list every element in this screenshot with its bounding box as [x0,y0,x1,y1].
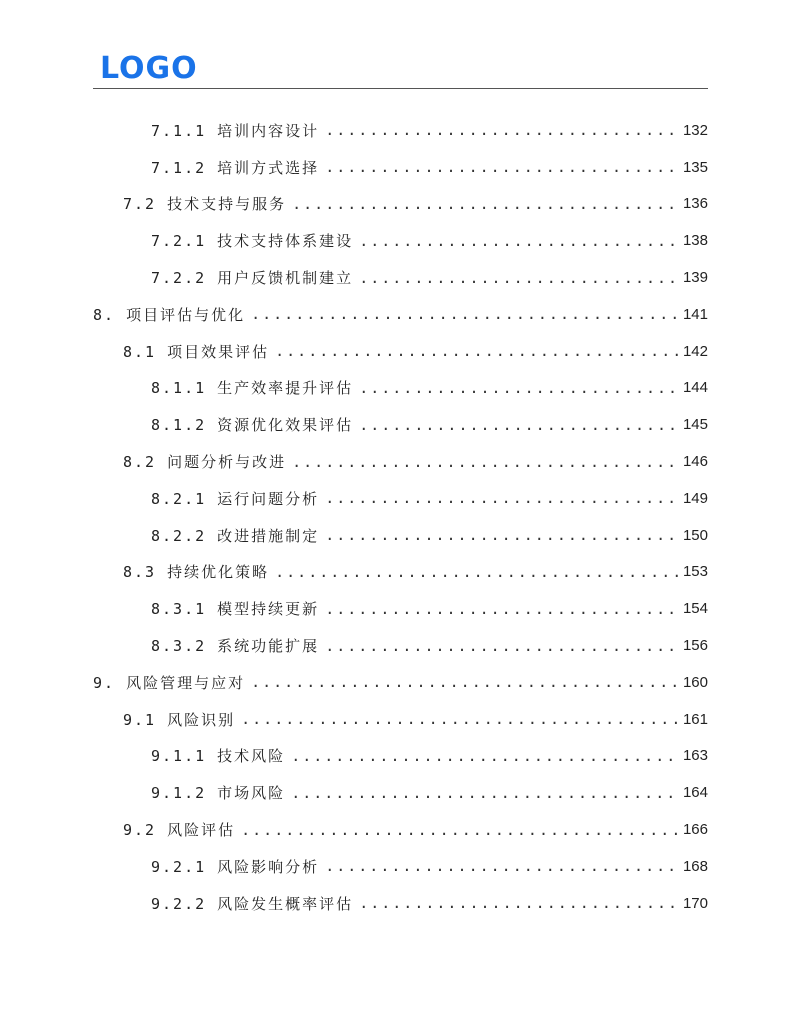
toc-dot-leader [275,342,679,360]
toc-entry[interactable] [93,406,708,443]
toc-entry[interactable] [93,259,708,296]
toc-dot-leader [251,305,679,323]
toc-entry-page-number: 146 [682,453,708,471]
toc-entry-title: 9.1 风险识别 [123,710,236,729]
toc-entry[interactable] [93,701,708,738]
toc-entry-page-number: 168 [682,857,708,875]
toc-entry-title: 8.2.1 运行问题分析 [151,489,320,508]
toc-dot-leader [291,747,679,765]
toc-entry[interactable] [93,590,708,627]
toc-entry-title: 9.1.2 市场风险 [151,784,286,803]
toc-entry-page-number: 166 [682,821,708,839]
toc-entry-title: 8.1 项目效果评估 [123,342,270,361]
toc-entry[interactable] [93,517,708,554]
toc-entry-page-number: 145 [682,416,708,434]
toc-entry-title: 7.1.1 培训内容设计 [151,121,320,140]
toc-entry-page-number: 135 [682,158,708,176]
toc-entry-title: 8.1.2 资源优化效果评估 [151,416,354,435]
toc-entry[interactable] [93,627,708,664]
toc-entry-title: 8.3.2 系统功能扩展 [151,637,320,656]
toc-entry-page-number: 154 [682,600,708,618]
toc-entry[interactable] [93,738,708,775]
toc-entry-title: 9.1.1 技术风险 [151,747,286,766]
toc-dot-leader [291,784,679,802]
toc-dot-leader [241,821,679,839]
toc-entry-page-number: 150 [682,526,708,544]
toc-entry[interactable] [93,811,708,848]
toc-entry-page-number: 164 [682,784,708,802]
toc-entry-title: 8.2 问题分析与改进 [123,453,287,472]
toc-entry-title: 7.2.2 用户反馈机制建立 [151,269,354,288]
toc-entry-page-number: 163 [682,747,708,765]
toc-entry-page-number: 132 [682,121,708,139]
toc-entry-page-number: 136 [682,195,708,213]
toc-entry-title: 7.1.2 培训方式选择 [151,158,320,177]
toc-dot-leader [325,121,679,139]
toc-entry-title: 7.2 技术支持与服务 [123,195,287,214]
toc-entry[interactable] [93,222,708,259]
toc-entry-page-number: 153 [682,563,708,581]
page-header [93,50,708,89]
toc-entry-title: 7.2.1 技术支持体系建设 [151,232,354,251]
toc-dot-leader [241,710,679,728]
toc-entry-title: 8. 项目评估与优化 [93,305,246,324]
toc-entry-page-number: 138 [682,232,708,250]
toc-entry[interactable] [93,848,708,885]
toc-dot-leader [275,563,679,581]
toc-dot-leader [359,379,679,397]
toc-entry[interactable] [93,480,708,517]
toc-entry[interactable] [93,885,708,922]
toc-entry-page-number: 161 [682,710,708,728]
toc-dot-leader [325,526,679,544]
toc-entry[interactable] [93,333,708,370]
toc-dot-leader [292,195,679,213]
toc-dot-leader [325,637,679,655]
toc-entry-page-number: 142 [682,342,708,360]
toc-dot-leader [359,232,679,250]
toc-entry-title: 8.3 持续优化策略 [123,563,270,582]
toc-dot-leader [359,416,679,434]
toc-dot-leader [359,894,679,912]
toc-entry-title: 8.1.1 生产效率提升评估 [151,379,354,398]
toc-entry[interactable] [93,443,708,480]
toc-entry-title: 9.2 风险评估 [123,821,236,840]
toc-entry-title: 9.2.1 风险影响分析 [151,857,320,876]
toc-entry[interactable] [93,186,708,223]
toc-dot-leader [251,673,679,691]
toc-dot-leader [359,269,679,287]
toc-entry[interactable] [93,554,708,591]
toc-dot-leader [325,158,679,176]
toc-dot-leader [325,600,679,618]
toc-dot-leader [325,489,679,507]
toc-entry-title: 9.2.2 风险发生概率评估 [151,894,354,913]
toc-entry-title: 8.3.1 模型持续更新 [151,600,320,619]
toc-entry[interactable] [93,664,708,701]
toc-entry-page-number: 139 [682,269,708,287]
logo: LOGO [100,51,198,86]
toc-entry[interactable] [93,149,708,186]
toc-dot-leader [292,453,679,471]
toc-entry[interactable] [93,112,708,149]
table-of-contents [93,112,708,922]
toc-entry-page-number: 149 [682,489,708,507]
toc-entry[interactable] [93,370,708,407]
toc-entry-page-number: 156 [682,637,708,655]
toc-dot-leader [325,857,679,875]
toc-entry-title: 9. 风险管理与应对 [93,673,246,692]
toc-entry[interactable] [93,296,708,333]
toc-entry[interactable] [93,774,708,811]
toc-entry-page-number: 141 [682,305,708,323]
toc-entry-page-number: 170 [682,894,708,912]
toc-entry-title: 8.2.2 改进措施制定 [151,526,320,545]
toc-entry-page-number: 160 [682,673,708,691]
toc-entry-page-number: 144 [682,379,708,397]
